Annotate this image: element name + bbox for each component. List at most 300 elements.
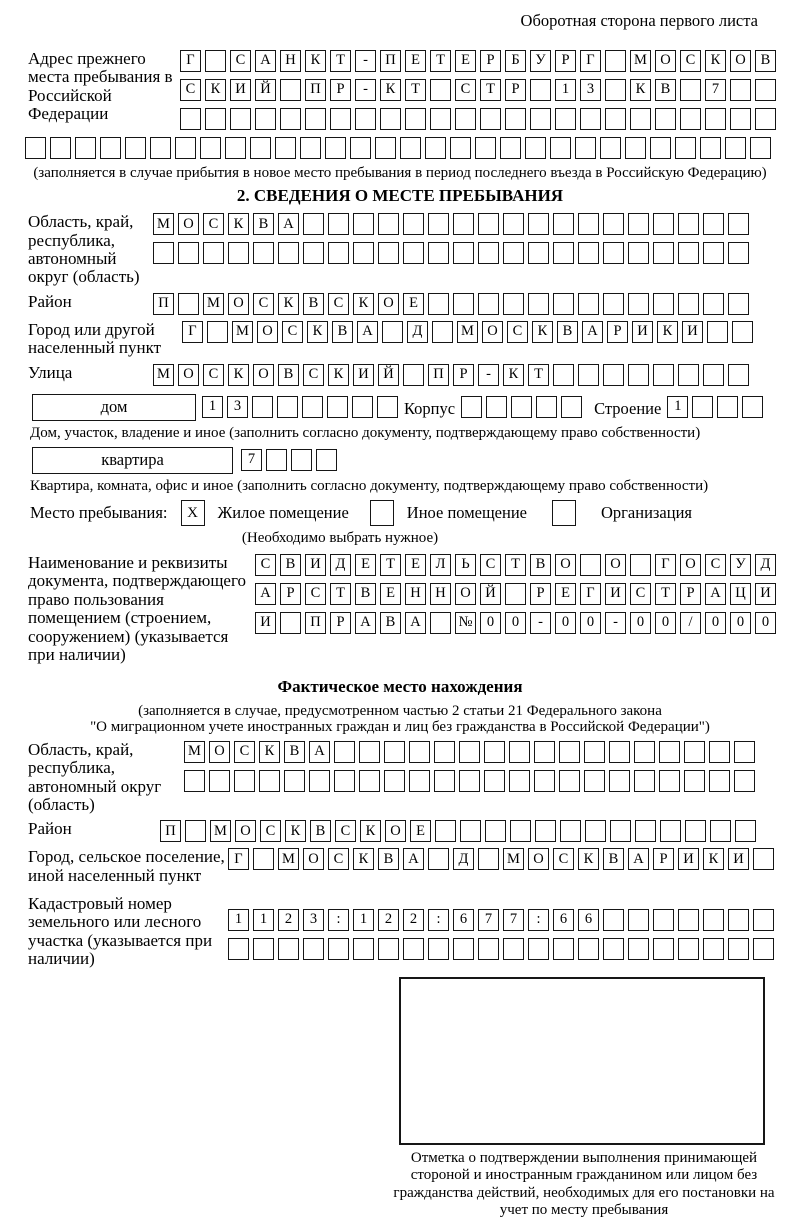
char-cell[interactable] (200, 137, 221, 159)
char-cell[interactable] (384, 741, 405, 763)
char-cell[interactable]: К (228, 213, 249, 235)
char-cell[interactable]: С (328, 848, 349, 870)
char-cell[interactable] (600, 137, 621, 159)
char-cell[interactable]: С (203, 213, 224, 235)
char-cell[interactable]: 1 (253, 909, 274, 931)
char-cell[interactable] (603, 364, 624, 386)
char-cell[interactable] (659, 770, 680, 792)
char-cell[interactable]: Д (453, 848, 474, 870)
char-cell[interactable]: С (328, 293, 349, 315)
char-cell[interactable] (453, 938, 474, 960)
char-cell[interactable] (728, 242, 749, 264)
char-cell[interactable] (327, 396, 348, 418)
char-cell[interactable]: К (380, 79, 401, 101)
char-cell[interactable] (578, 213, 599, 235)
char-cell[interactable] (278, 938, 299, 960)
char-cell[interactable] (484, 770, 505, 792)
char-cell[interactable]: : (528, 909, 549, 931)
char-cell[interactable] (703, 242, 724, 264)
char-cell[interactable]: А (705, 583, 726, 605)
char-cell[interactable]: М (457, 321, 478, 343)
char-cell[interactable] (530, 108, 551, 130)
char-cell[interactable] (680, 108, 701, 130)
char-cell[interactable] (478, 213, 499, 235)
char-cell[interactable]: В (530, 554, 551, 576)
char-cell[interactable] (525, 137, 546, 159)
char-cell[interactable]: О (528, 848, 549, 870)
char-cell[interactable]: Д (330, 554, 351, 576)
char-cell[interactable] (378, 213, 399, 235)
char-cell[interactable]: Г (580, 50, 601, 72)
char-cell[interactable] (535, 820, 556, 842)
char-cell[interactable] (510, 820, 531, 842)
char-cell[interactable]: Р (505, 79, 526, 101)
char-cell[interactable] (359, 770, 380, 792)
char-cell[interactable]: О (257, 321, 278, 343)
char-cell[interactable] (605, 50, 626, 72)
char-cell[interactable] (428, 213, 449, 235)
char-cell[interactable] (425, 137, 446, 159)
char-cell[interactable] (428, 293, 449, 315)
char-cell[interactable]: А (309, 741, 330, 763)
char-cell[interactable] (205, 108, 226, 130)
char-cell[interactable]: 1 (555, 79, 576, 101)
actual-city-row[interactable] (228, 848, 774, 870)
char-cell[interactable] (300, 137, 321, 159)
char-cell[interactable]: И (605, 583, 626, 605)
char-cell[interactable] (705, 108, 726, 130)
char-cell[interactable] (755, 79, 776, 101)
char-cell[interactable] (432, 321, 453, 343)
char-cell[interactable] (255, 108, 276, 130)
char-cell[interactable]: 0 (755, 612, 776, 634)
char-cell[interactable] (610, 820, 631, 842)
document-row-3[interactable] (255, 612, 776, 634)
char-cell[interactable]: - (478, 364, 499, 386)
char-cell[interactable] (453, 242, 474, 264)
char-cell[interactable] (603, 293, 624, 315)
char-cell[interactable] (305, 108, 326, 130)
char-cell[interactable] (709, 770, 730, 792)
char-cell[interactable]: И (678, 848, 699, 870)
char-cell[interactable] (635, 820, 656, 842)
char-cell[interactable] (509, 770, 530, 792)
char-cell[interactable]: К (305, 50, 326, 72)
char-cell[interactable]: 0 (555, 612, 576, 634)
char-cell[interactable]: - (355, 50, 376, 72)
char-cell[interactable]: К (578, 848, 599, 870)
char-cell[interactable]: И (305, 554, 326, 576)
char-cell[interactable]: О (455, 583, 476, 605)
char-cell[interactable]: Р (555, 50, 576, 72)
char-cell[interactable] (634, 770, 655, 792)
char-cell[interactable] (659, 741, 680, 763)
char-cell[interactable]: К (285, 820, 306, 842)
char-cell[interactable]: 0 (705, 612, 726, 634)
char-cell[interactable]: 6 (453, 909, 474, 931)
char-cell[interactable]: К (259, 741, 280, 763)
char-cell[interactable] (455, 108, 476, 130)
char-cell[interactable] (403, 938, 424, 960)
char-cell[interactable]: 1 (353, 909, 374, 931)
char-cell[interactable] (459, 770, 480, 792)
char-cell[interactable]: 2 (378, 909, 399, 931)
char-cell[interactable]: С (630, 583, 651, 605)
char-cell[interactable] (278, 242, 299, 264)
char-cell[interactable] (328, 242, 349, 264)
char-cell[interactable]: Т (380, 554, 401, 576)
char-cell[interactable] (653, 938, 674, 960)
char-cell[interactable] (505, 583, 526, 605)
char-cell[interactable] (578, 293, 599, 315)
char-cell[interactable]: И (255, 612, 276, 634)
checkbox-residential[interactable]: X (181, 500, 205, 526)
char-cell[interactable]: 0 (580, 612, 601, 634)
char-cell[interactable] (653, 213, 674, 235)
char-cell[interactable]: О (209, 741, 230, 763)
char-cell[interactable]: Е (410, 820, 431, 842)
char-cell[interactable] (628, 364, 649, 386)
char-cell[interactable] (553, 364, 574, 386)
char-cell[interactable]: 7 (478, 909, 499, 931)
char-cell[interactable] (630, 554, 651, 576)
char-cell[interactable] (409, 770, 430, 792)
char-cell[interactable]: Т (480, 79, 501, 101)
char-cell[interactable] (405, 108, 426, 130)
char-cell[interactable]: Д (407, 321, 428, 343)
char-cell[interactable] (434, 770, 455, 792)
char-cell[interactable] (609, 770, 630, 792)
char-cell[interactable] (710, 820, 731, 842)
char-cell[interactable] (678, 242, 699, 264)
char-cell[interactable]: О (555, 554, 576, 576)
char-cell[interactable]: И (632, 321, 653, 343)
char-cell[interactable] (728, 293, 749, 315)
char-cell[interactable] (430, 108, 451, 130)
char-cell[interactable] (528, 293, 549, 315)
char-cell[interactable] (753, 938, 774, 960)
checkbox-organization[interactable] (552, 500, 576, 526)
char-cell[interactable] (178, 293, 199, 315)
korpus-cells[interactable] (461, 396, 582, 418)
char-cell[interactable] (478, 848, 499, 870)
char-cell[interactable] (353, 213, 374, 235)
char-cell[interactable] (703, 938, 724, 960)
char-cell[interactable] (275, 137, 296, 159)
char-cell[interactable] (485, 820, 506, 842)
char-cell[interactable]: И (353, 364, 374, 386)
char-cell[interactable]: Е (555, 583, 576, 605)
char-cell[interactable] (453, 213, 474, 235)
char-cell[interactable] (207, 321, 228, 343)
char-cell[interactable]: Т (655, 583, 676, 605)
char-cell[interactable]: Б (505, 50, 526, 72)
char-cell[interactable] (309, 770, 330, 792)
char-cell[interactable]: К (703, 848, 724, 870)
char-cell[interactable] (150, 137, 171, 159)
char-cell[interactable] (555, 108, 576, 130)
char-cell[interactable] (453, 293, 474, 315)
char-cell[interactable]: П (380, 50, 401, 72)
char-cell[interactable]: С (705, 554, 726, 576)
char-cell[interactable]: П (153, 293, 174, 315)
char-cell[interactable]: М (210, 820, 231, 842)
char-cell[interactable]: К (705, 50, 726, 72)
char-cell[interactable]: С (335, 820, 356, 842)
char-cell[interactable] (334, 770, 355, 792)
char-cell[interactable]: Р (480, 50, 501, 72)
char-cell[interactable]: 2 (403, 909, 424, 931)
char-cell[interactable] (403, 242, 424, 264)
char-cell[interactable]: Г (228, 848, 249, 870)
char-cell[interactable] (125, 137, 146, 159)
char-cell[interactable] (277, 396, 298, 418)
char-cell[interactable] (503, 213, 524, 235)
char-cell[interactable]: В (280, 554, 301, 576)
char-cell[interactable]: Л (430, 554, 451, 576)
char-cell[interactable]: А (628, 848, 649, 870)
char-cell[interactable] (230, 108, 251, 130)
char-cell[interactable]: М (630, 50, 651, 72)
char-cell[interactable] (528, 242, 549, 264)
char-cell[interactable] (584, 741, 605, 763)
char-cell[interactable]: К (630, 79, 651, 101)
char-cell[interactable] (484, 741, 505, 763)
char-cell[interactable] (291, 449, 312, 471)
char-cell[interactable] (580, 554, 601, 576)
char-cell[interactable] (700, 137, 721, 159)
char-cell[interactable] (316, 449, 337, 471)
char-cell[interactable]: Р (530, 583, 551, 605)
char-cell[interactable]: С (553, 848, 574, 870)
district-row[interactable] (153, 293, 749, 315)
char-cell[interactable] (703, 293, 724, 315)
char-cell[interactable]: М (203, 293, 224, 315)
char-cell[interactable] (678, 938, 699, 960)
char-cell[interactable] (284, 770, 305, 792)
char-cell[interactable]: П (305, 612, 326, 634)
char-cell[interactable]: О (235, 820, 256, 842)
char-cell[interactable]: С (230, 50, 251, 72)
char-cell[interactable]: О (730, 50, 751, 72)
char-cell[interactable]: О (655, 50, 676, 72)
char-cell[interactable] (303, 213, 324, 235)
char-cell[interactable] (486, 396, 507, 418)
char-cell[interactable]: Й (378, 364, 399, 386)
prev-address-row-1[interactable] (180, 50, 776, 72)
actual-district-row[interactable] (160, 820, 756, 842)
char-cell[interactable]: Е (403, 293, 424, 315)
char-cell[interactable] (703, 909, 724, 931)
char-cell[interactable]: А (255, 583, 276, 605)
prev-address-row-3[interactable] (180, 108, 776, 130)
char-cell[interactable] (435, 820, 456, 842)
char-cell[interactable] (628, 293, 649, 315)
document-row-2[interactable] (255, 583, 776, 605)
char-cell[interactable]: К (657, 321, 678, 343)
char-cell[interactable]: П (160, 820, 181, 842)
char-cell[interactable] (450, 137, 471, 159)
char-cell[interactable]: П (428, 364, 449, 386)
char-cell[interactable]: К (328, 364, 349, 386)
char-cell[interactable] (460, 820, 481, 842)
char-cell[interactable]: Р (607, 321, 628, 343)
char-cell[interactable]: А (405, 612, 426, 634)
char-cell[interactable]: № (455, 612, 476, 634)
char-cell[interactable]: У (530, 50, 551, 72)
char-cell[interactable] (228, 938, 249, 960)
char-cell[interactable] (536, 396, 557, 418)
char-cell[interactable]: О (385, 820, 406, 842)
char-cell[interactable] (303, 938, 324, 960)
char-cell[interactable] (534, 770, 555, 792)
char-cell[interactable]: М (503, 848, 524, 870)
char-cell[interactable]: В (310, 820, 331, 842)
region-row-1[interactable] (153, 213, 749, 235)
char-cell[interactable]: В (355, 583, 376, 605)
char-cell[interactable] (534, 741, 555, 763)
char-cell[interactable] (225, 137, 246, 159)
char-cell[interactable] (478, 242, 499, 264)
char-cell[interactable] (330, 108, 351, 130)
char-cell[interactable] (252, 396, 273, 418)
char-cell[interactable] (253, 242, 274, 264)
char-cell[interactable]: Е (355, 554, 376, 576)
char-cell[interactable] (650, 137, 671, 159)
char-cell[interactable] (459, 741, 480, 763)
char-cell[interactable] (203, 242, 224, 264)
char-cell[interactable] (378, 242, 399, 264)
char-cell[interactable] (578, 242, 599, 264)
char-cell[interactable]: М (153, 213, 174, 235)
char-cell[interactable] (707, 321, 728, 343)
char-cell[interactable]: - (605, 612, 626, 634)
char-cell[interactable]: / (680, 612, 701, 634)
char-cell[interactable]: Р (680, 583, 701, 605)
char-cell[interactable] (377, 396, 398, 418)
char-cell[interactable]: Ь (455, 554, 476, 576)
char-cell[interactable] (25, 137, 46, 159)
char-cell[interactable]: О (228, 293, 249, 315)
char-cell[interactable]: 0 (480, 612, 501, 634)
char-cell[interactable]: В (755, 50, 776, 72)
char-cell[interactable] (328, 938, 349, 960)
char-cell[interactable] (175, 137, 196, 159)
char-cell[interactable] (653, 909, 674, 931)
char-cell[interactable] (684, 741, 705, 763)
char-cell[interactable]: К (278, 293, 299, 315)
char-cell[interactable] (603, 909, 624, 931)
char-cell[interactable] (730, 79, 751, 101)
char-cell[interactable] (755, 108, 776, 130)
char-cell[interactable]: 0 (655, 612, 676, 634)
char-cell[interactable] (553, 213, 574, 235)
char-cell[interactable] (655, 108, 676, 130)
char-cell[interactable] (378, 938, 399, 960)
char-cell[interactable] (653, 293, 674, 315)
char-cell[interactable]: О (680, 554, 701, 576)
char-cell[interactable] (480, 108, 501, 130)
char-cell[interactable]: 1 (667, 396, 688, 418)
char-cell[interactable]: С (260, 820, 281, 842)
char-cell[interactable] (585, 820, 606, 842)
actual-region-row-1[interactable] (184, 741, 755, 763)
char-cell[interactable] (478, 293, 499, 315)
char-cell[interactable] (703, 364, 724, 386)
apartment-cells[interactable] (241, 449, 337, 471)
char-cell[interactable]: К (360, 820, 381, 842)
char-cell[interactable] (550, 137, 571, 159)
char-cell[interactable]: Т (430, 50, 451, 72)
char-cell[interactable]: Н (280, 50, 301, 72)
char-cell[interactable] (434, 741, 455, 763)
char-cell[interactable]: С (680, 50, 701, 72)
char-cell[interactable]: О (253, 364, 274, 386)
char-cell[interactable]: Е (455, 50, 476, 72)
house-number-cells[interactable] (202, 396, 398, 418)
char-cell[interactable]: Р (330, 79, 351, 101)
char-cell[interactable] (559, 770, 580, 792)
char-cell[interactable]: Г (180, 50, 201, 72)
char-cell[interactable] (735, 820, 756, 842)
char-cell[interactable] (428, 848, 449, 870)
char-cell[interactable] (259, 770, 280, 792)
char-cell[interactable] (653, 242, 674, 264)
char-cell[interactable]: Д (755, 554, 776, 576)
char-cell[interactable] (742, 396, 763, 418)
char-cell[interactable]: 6 (578, 909, 599, 931)
char-cell[interactable] (205, 50, 226, 72)
char-cell[interactable] (685, 820, 706, 842)
char-cell[interactable] (530, 79, 551, 101)
char-cell[interactable]: 2 (278, 909, 299, 931)
prev-address-row-4[interactable] (25, 137, 771, 159)
char-cell[interactable] (703, 213, 724, 235)
char-cell[interactable] (428, 938, 449, 960)
char-cell[interactable]: В (380, 612, 401, 634)
char-cell[interactable] (609, 741, 630, 763)
checkbox-other-premises[interactable] (370, 500, 394, 526)
char-cell[interactable]: : (328, 909, 349, 931)
char-cell[interactable] (461, 396, 482, 418)
char-cell[interactable] (678, 909, 699, 931)
region-row-2[interactable] (153, 242, 749, 264)
char-cell[interactable]: У (730, 554, 751, 576)
char-cell[interactable] (253, 848, 274, 870)
char-cell[interactable] (505, 108, 526, 130)
char-cell[interactable]: В (378, 848, 399, 870)
char-cell[interactable] (511, 396, 532, 418)
char-cell[interactable] (359, 741, 380, 763)
char-cell[interactable] (403, 213, 424, 235)
char-cell[interactable]: И (728, 848, 749, 870)
cadastre-row-2[interactable] (228, 938, 774, 960)
char-cell[interactable] (605, 108, 626, 130)
char-cell[interactable] (575, 137, 596, 159)
char-cell[interactable]: Т (405, 79, 426, 101)
char-cell[interactable]: К (353, 293, 374, 315)
char-cell[interactable]: Е (380, 583, 401, 605)
char-cell[interactable] (400, 137, 421, 159)
char-cell[interactable] (628, 242, 649, 264)
char-cell[interactable]: Т (330, 583, 351, 605)
char-cell[interactable]: Г (580, 583, 601, 605)
char-cell[interactable] (100, 137, 121, 159)
char-cell[interactable] (732, 321, 753, 343)
char-cell[interactable] (559, 741, 580, 763)
char-cell[interactable]: Г (655, 554, 676, 576)
char-cell[interactable]: Р (330, 612, 351, 634)
